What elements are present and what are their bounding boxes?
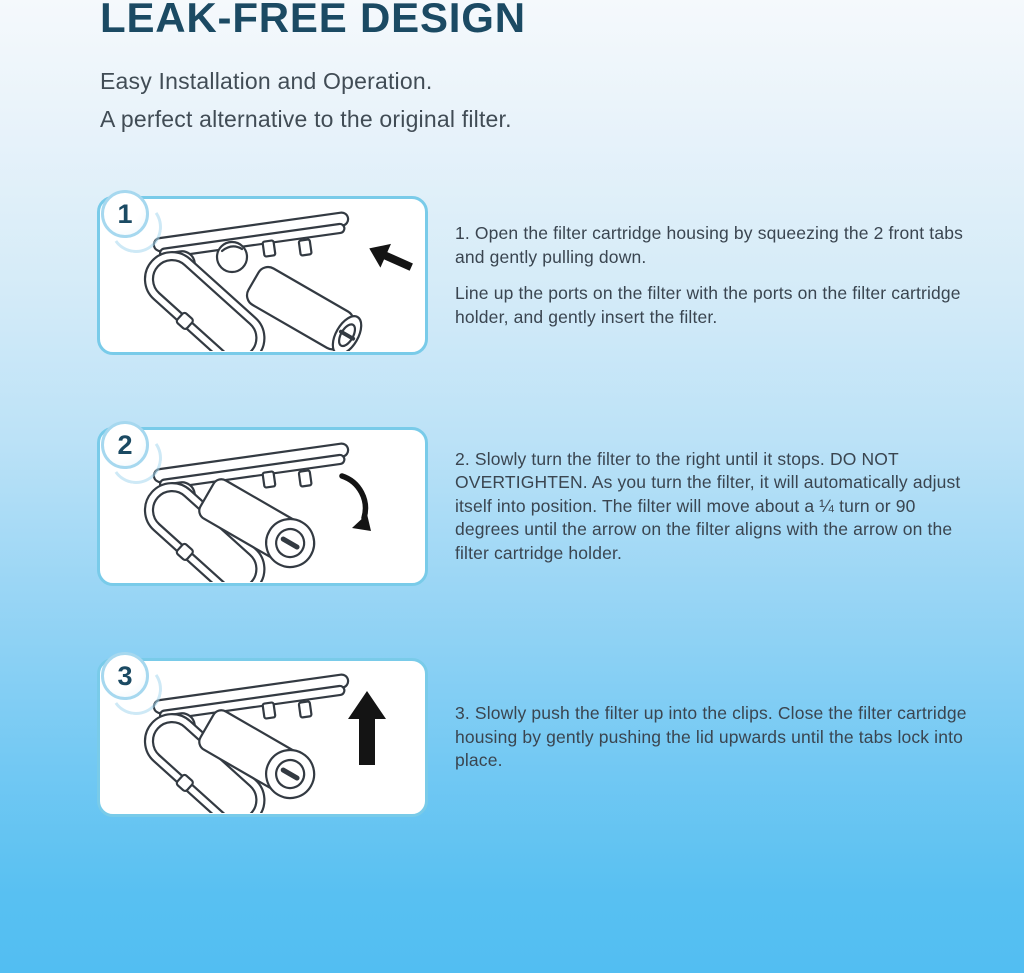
step-number-1: 1	[117, 198, 133, 229]
header	[0, 0, 1024, 138]
step-3-paragraph-1: 3. Slowly push the filter up into the clips. Close the filter cartridge housing by gently pushing the lid upwards until the tabs lock into place.	[455, 703, 967, 771]
step-badge-1	[101, 190, 149, 238]
step-number-2: 2	[117, 429, 133, 460]
step-text-3	[455, 702, 970, 773]
insert-arrow-icon	[364, 237, 414, 279]
subtitle-line-2: A perfect alternative to the original filter.	[100, 106, 512, 132]
step-row-2	[97, 427, 1024, 586]
rotate-clockwise-arrow-icon	[342, 476, 371, 531]
subtitle-line-1: Easy Installation and Operation.	[100, 68, 433, 94]
step-1-paragraph-2: Line up the ports on the filter with the ports on the filter cartridge holder, and gently insert the filter.	[455, 283, 961, 327]
step-row-1	[97, 196, 1024, 355]
step-badge-2	[101, 421, 149, 469]
step-1-paragraph-1: 1. Open the filter cartridge housing by squeezing the 2 front tabs and gently pulling down.	[455, 223, 963, 267]
step-row-3	[97, 658, 1024, 817]
step-card-3	[97, 658, 428, 817]
step-text-2	[455, 448, 970, 566]
step-number-3: 3	[117, 660, 133, 691]
step-card-2	[97, 427, 428, 586]
step-badge-3	[101, 652, 149, 700]
steps-section	[97, 196, 1024, 817]
step-2-paragraph-1: 2. Slowly turn the filter to the right until it stops. DO NOT OVERTIGHTEN. As you turn the filter, it will automatically adjust itself into position. The filter will move about a ¼ turn or 90 degrees until the arrow on the filter aligns with the arrow on the filter cartridge holder.	[455, 448, 961, 563]
step-text-1	[455, 222, 970, 329]
page-title: LEAK-FREE DESIGN	[100, 0, 526, 41]
up-arrow-icon	[348, 691, 386, 765]
step-card-1	[97, 196, 428, 355]
